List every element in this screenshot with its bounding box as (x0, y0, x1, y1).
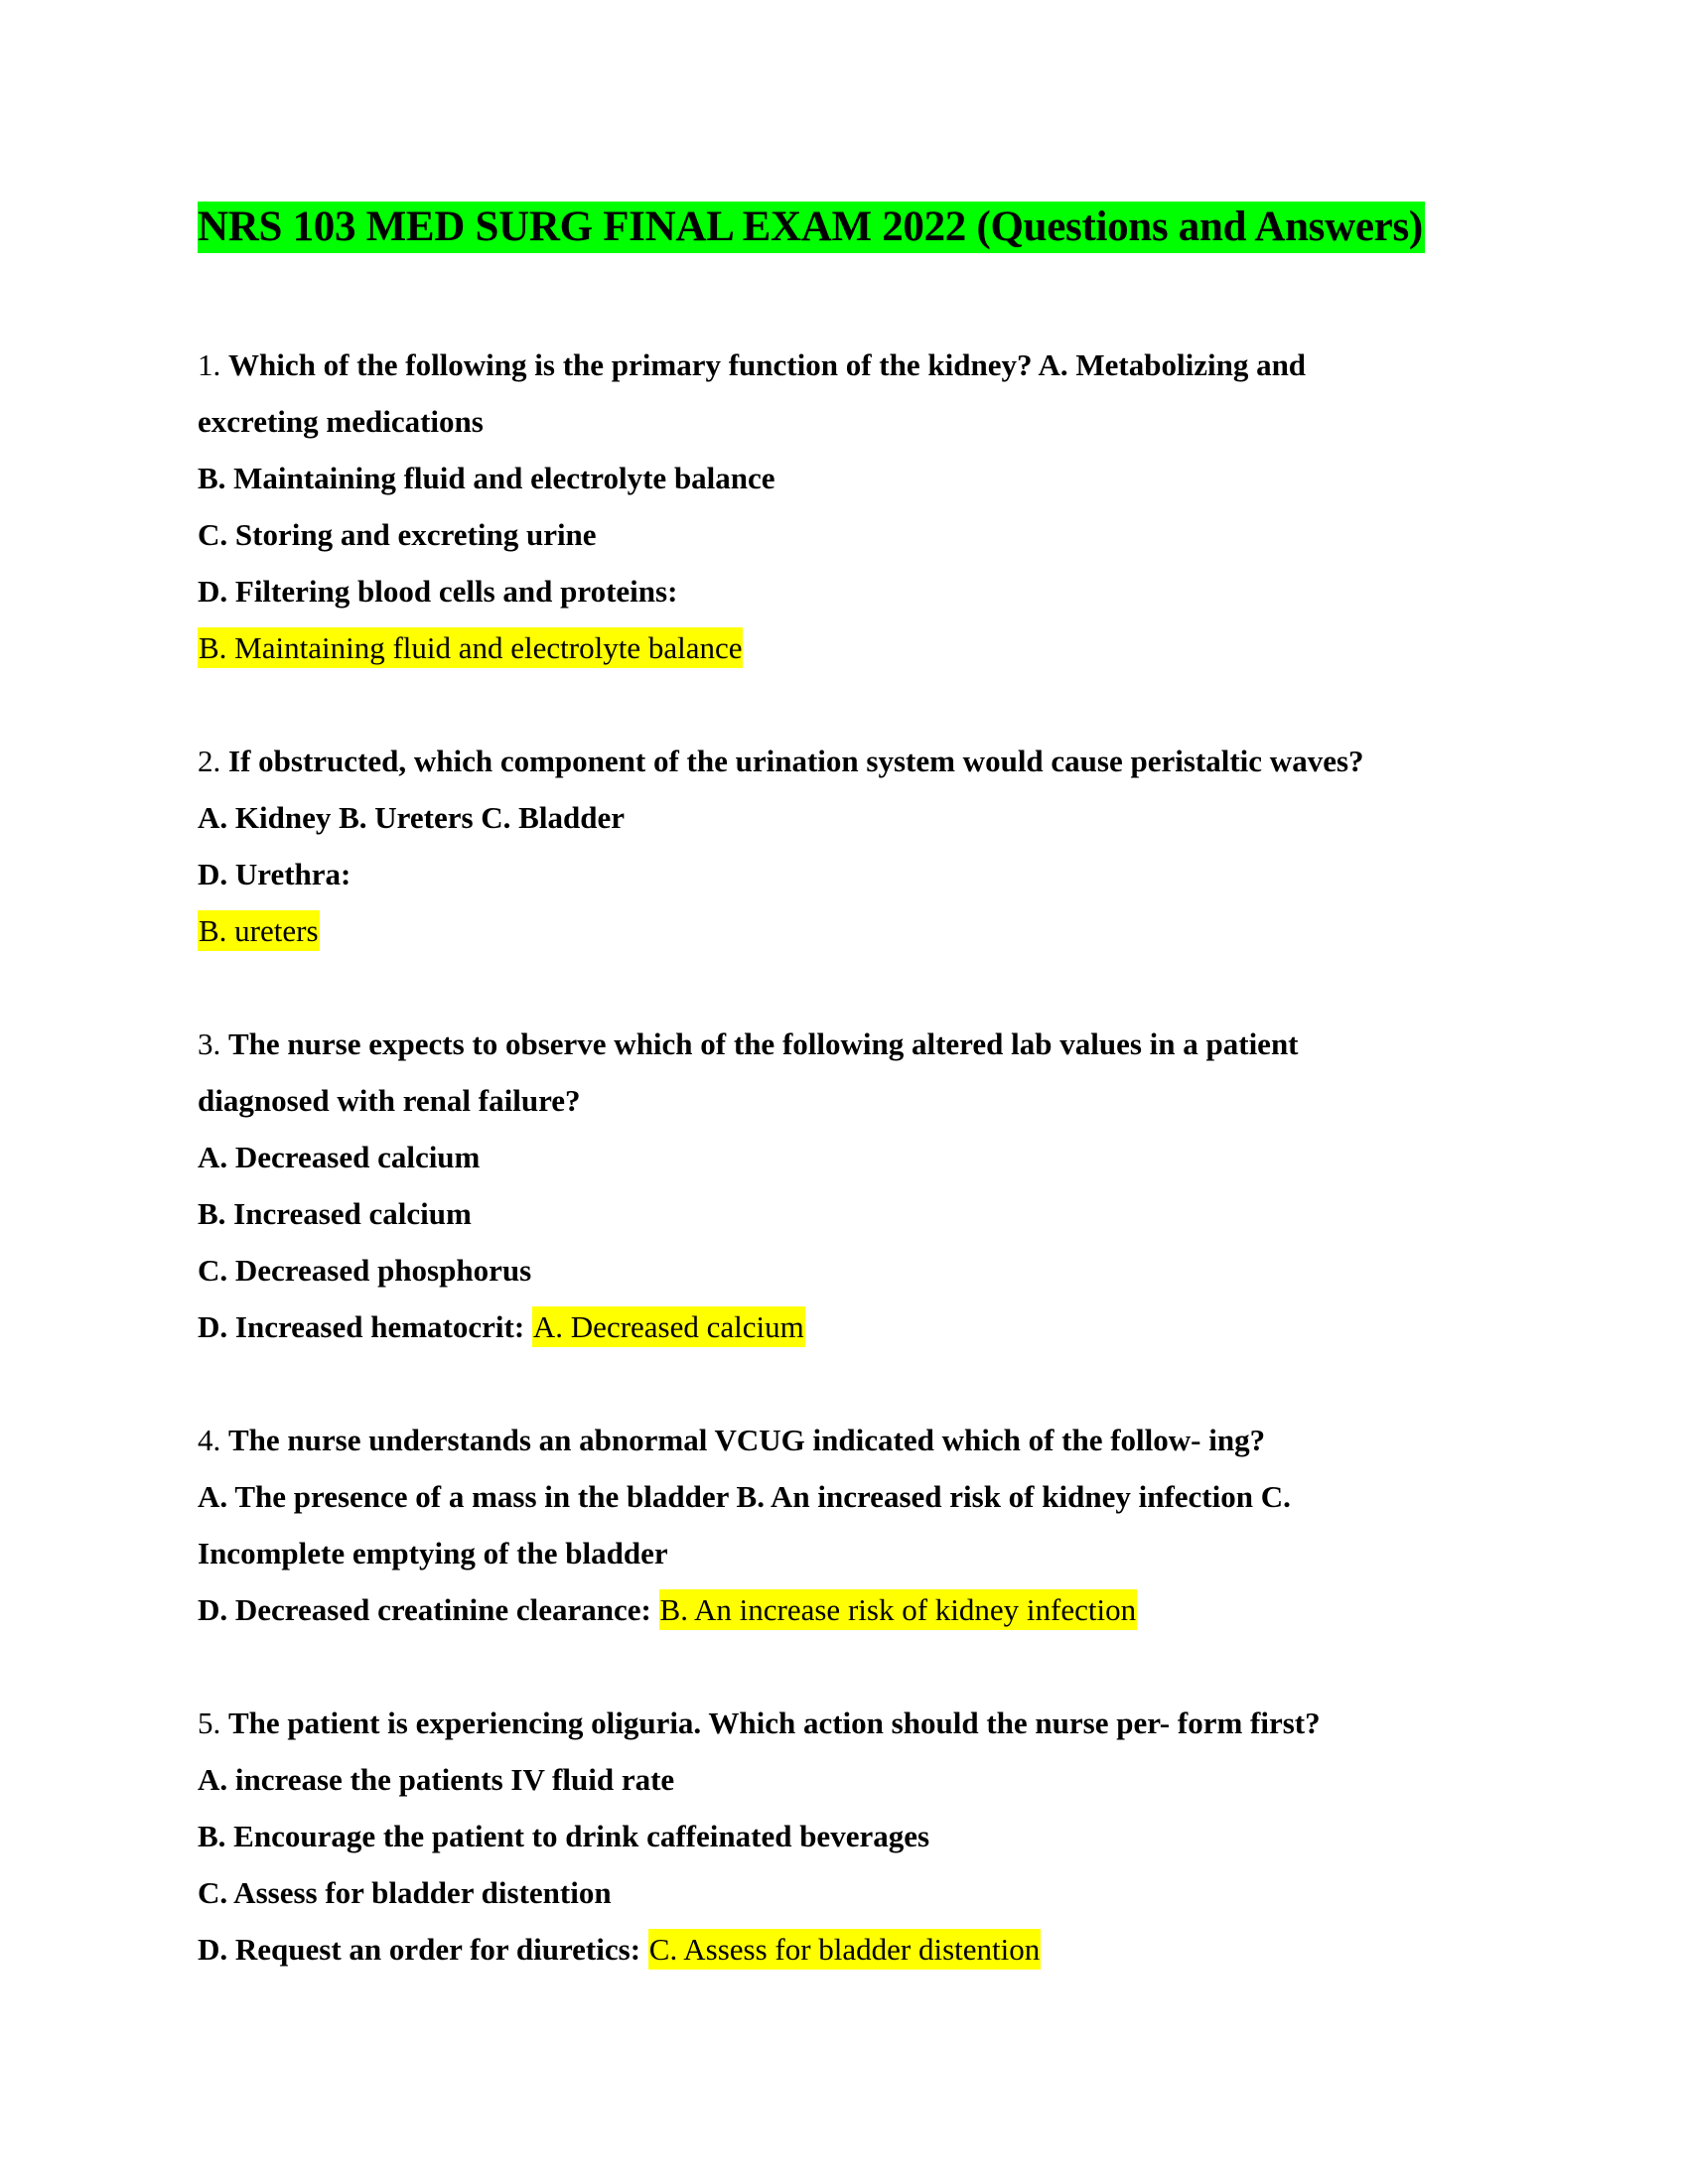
question-3 (198, 1016, 1364, 1355)
option: D. Request an order for diuretics: (198, 1932, 641, 1967)
question-text: The nurse understands an abnormal VCUG indicated which of the follow- ing? (228, 1423, 1266, 1457)
answer-highlight: B. ureters (198, 910, 320, 951)
question-text: The nurse expects to observe which of the following altered lab values in a patient (228, 1026, 1299, 1061)
option: C. Decreased phosphorus (198, 1253, 532, 1288)
option: C. Assess for bladder distention (198, 1875, 612, 1910)
option: D. Filtering blood cells and proteins: (198, 574, 678, 609)
question-text: Which of the following is the primary function of the kidney? A. Metabolizing and (228, 347, 1307, 382)
answer-highlight: A. Decreased calcium (532, 1306, 805, 1347)
option: D. Urethra: (198, 857, 352, 891)
option: A. increase the patients IV fluid rate (198, 1762, 675, 1797)
option: Incomplete emptying of the bladder (198, 1536, 668, 1570)
question-number: 3. (198, 1026, 221, 1061)
question-number: 5. (198, 1706, 221, 1740)
question-4 (198, 1412, 1364, 1638)
option: B. Maintaining fluid and electrolyte balance (198, 461, 775, 495)
option: B. Increased calcium (198, 1196, 472, 1231)
question-number: 2. (198, 744, 221, 778)
answer-highlight: B. Maintaining fluid and electrolyte balance (198, 627, 743, 668)
question-number: 4. (198, 1423, 221, 1457)
question-text: If obstructed, which component of the urination system would cause peristaltic waves? (228, 744, 1364, 778)
document-body (198, 337, 1364, 1978)
question-text: excreting medications (198, 404, 484, 439)
answer-highlight: C. Assess for bladder distention (648, 1929, 1042, 1970)
document-title: NRS 103 MED SURG FINAL EXAM 2022 (Questions and Answers) (198, 202, 1425, 253)
answer-highlight: B. An increase risk of kidney infection (659, 1589, 1138, 1630)
question-5 (198, 1695, 1364, 1978)
question-2 (198, 733, 1364, 959)
option: A. The presence of a mass in the bladder B. An increased risk of kidney infection C. (198, 1479, 1291, 1514)
option: A. Kidney B. Ureters C. Bladder (198, 800, 625, 835)
option: D. Decreased creatinine clearance: (198, 1592, 651, 1627)
question-text: The patient is experiencing oliguria. Which action should the nurse per- form first? (228, 1706, 1321, 1740)
question-1 (198, 337, 1364, 676)
option: B. Encourage the patient to drink caffeinated beverages (198, 1819, 930, 1853)
option: D. Increased hematocrit: (198, 1309, 525, 1344)
question-number: 1. (198, 347, 221, 382)
question-text: diagnosed with renal failure? (198, 1083, 581, 1118)
option: A. Decreased calcium (198, 1140, 481, 1174)
option: C. Storing and excreting urine (198, 517, 597, 552)
